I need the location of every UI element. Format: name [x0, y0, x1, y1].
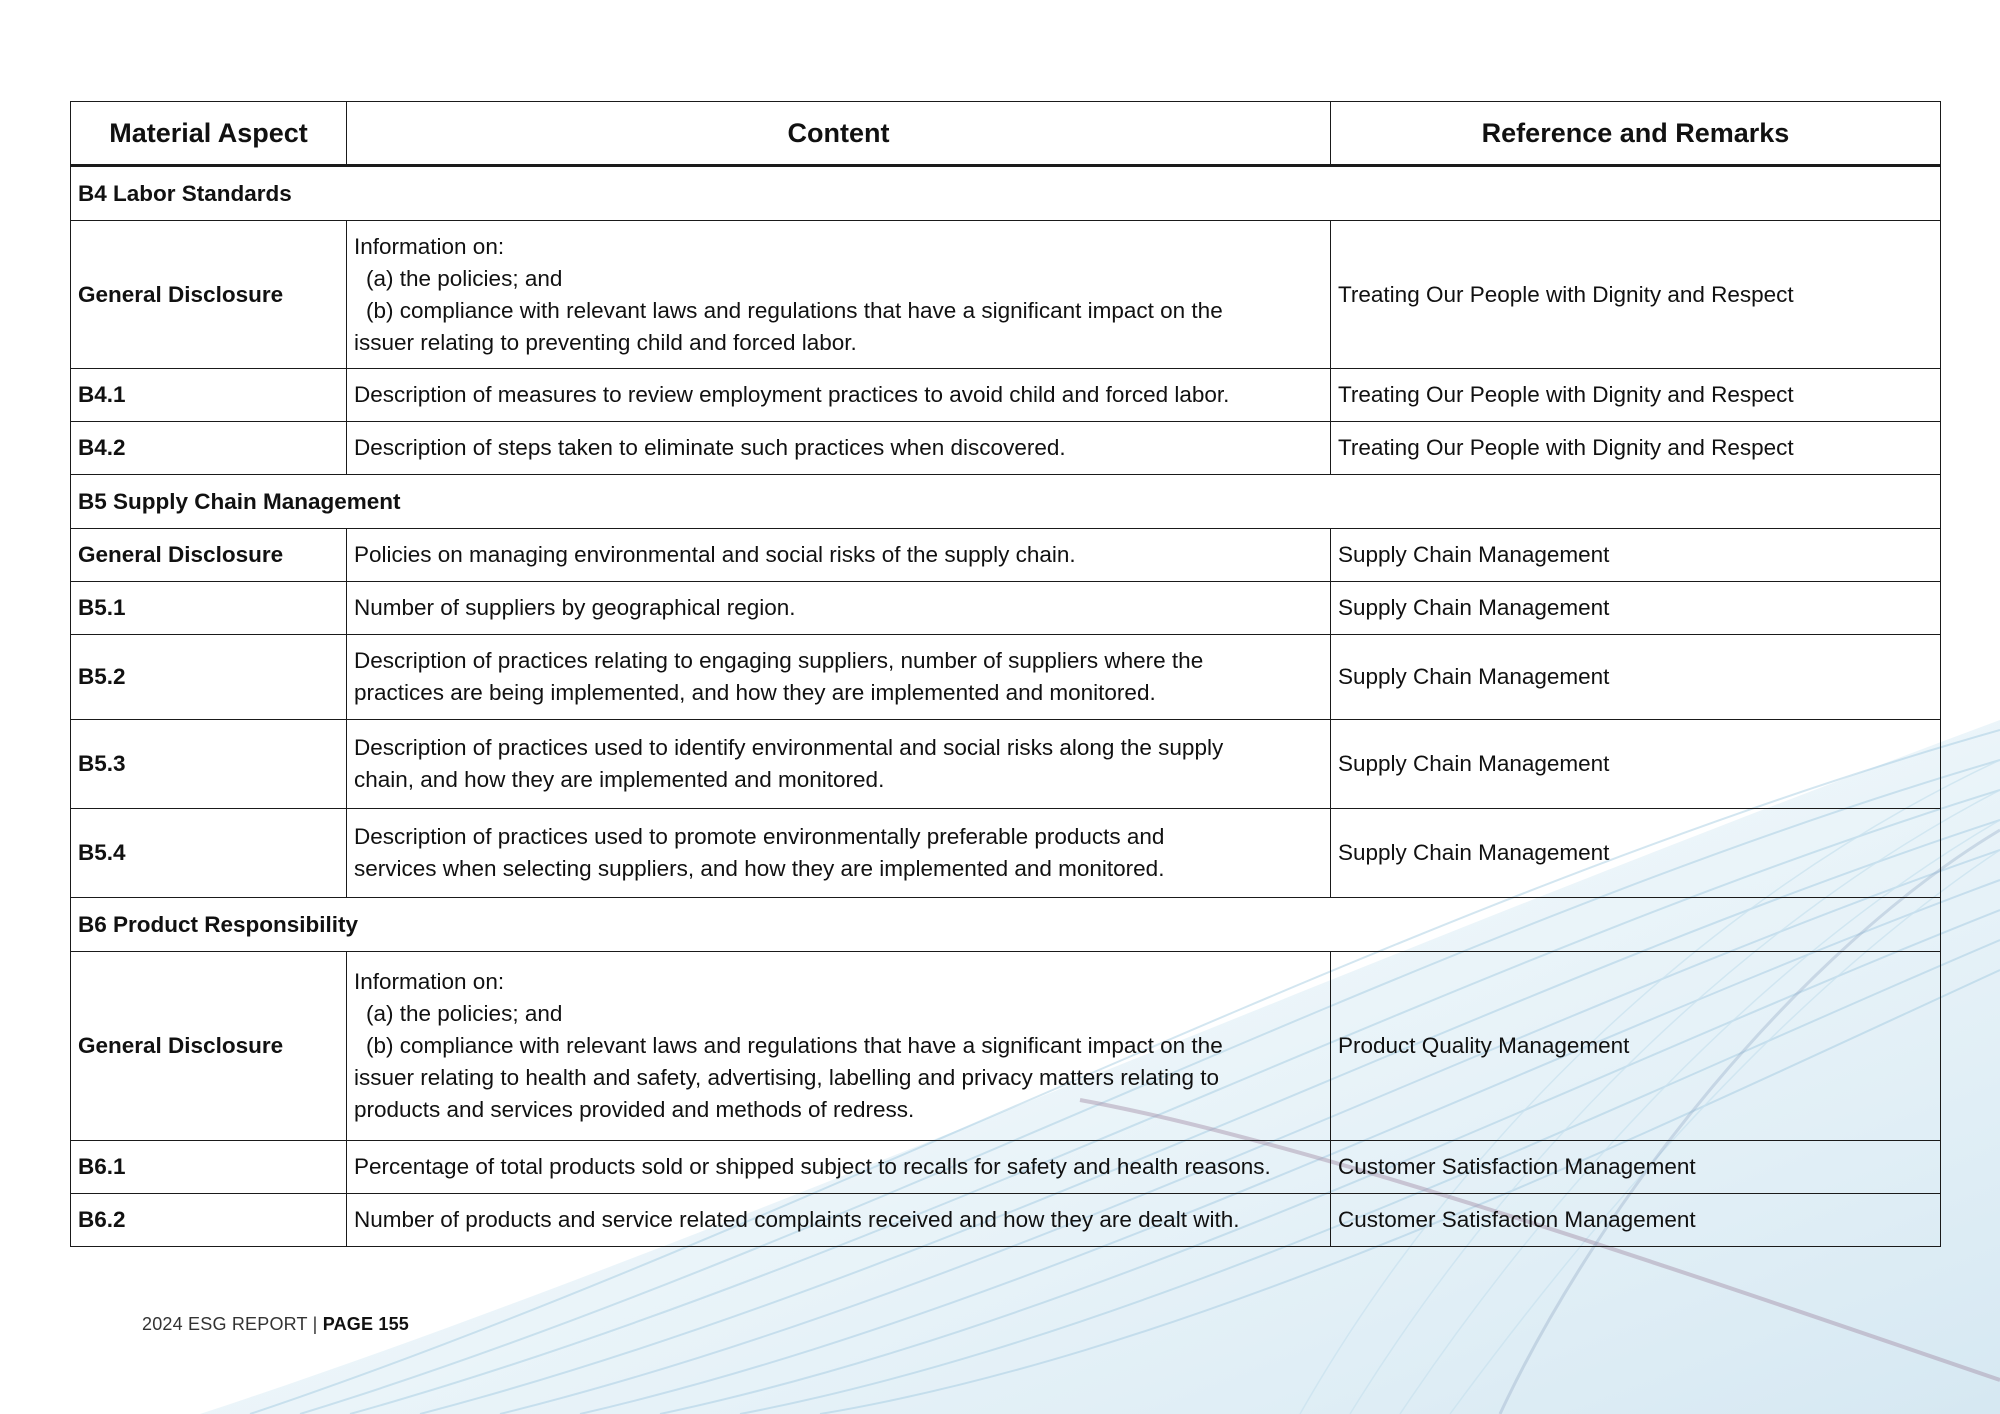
header-content: Content: [347, 102, 1331, 166]
table-row: [71, 529, 1941, 582]
reference-cell: Supply Chain Management: [1331, 635, 1941, 720]
section-title: B6 Product Responsibility: [71, 898, 1941, 952]
content-line: (a) the policies; and: [366, 1001, 563, 1026]
page-number: PAGE 155: [322, 1314, 410, 1334]
content-line: services when selecting suppliers, and how they are implemented and monitored.: [354, 856, 1165, 881]
page-footer: [142, 1314, 409, 1335]
content-cell: [347, 635, 1331, 720]
content-line: (b) compliance with relevant laws and regulations that have a significant impact on the: [366, 297, 1223, 323]
aspect-cell: B6.1: [71, 1141, 347, 1194]
header-material-aspect: Material Aspect: [71, 102, 347, 166]
reference-cell: Treating Our People with Dignity and Respect: [1331, 422, 1941, 475]
content-cell: [347, 720, 1331, 809]
section-title: B5 Supply Chain Management: [71, 475, 1941, 529]
aspect-cell: B6.2: [71, 1194, 347, 1247]
reference-cell: Customer Satisfaction Management: [1331, 1194, 1941, 1247]
table-row: [71, 221, 1941, 369]
table-row: [71, 369, 1941, 422]
header-reference-remarks: Reference and Remarks: [1331, 102, 1941, 166]
reference-cell: Treating Our People with Dignity and Respect: [1331, 221, 1941, 369]
content-cell: [347, 809, 1331, 898]
content-cell: Description of measures to review employment practices to avoid child and forced labor.: [347, 369, 1331, 422]
content-line: issuer relating to health and safety, advertising, labelling and privacy matters relating to: [354, 1065, 1220, 1090]
content-cell: [347, 952, 1331, 1141]
reference-cell: Supply Chain Management: [1331, 809, 1941, 898]
content-cell: Number of suppliers by geographical region.: [347, 582, 1331, 635]
content-line: products and services provided and methods of redress.: [354, 1097, 915, 1122]
section-row-b4: [71, 166, 1941, 221]
aspect-cell: B5.3: [71, 720, 347, 809]
table-row: [71, 1194, 1941, 1247]
reference-cell: Supply Chain Management: [1331, 529, 1941, 582]
section-row-b6: [71, 898, 1941, 952]
table-header-row: [71, 102, 1941, 166]
content-line: Information on:: [354, 969, 505, 994]
table-row: [71, 582, 1941, 635]
aspect-cell: B5.2: [71, 635, 347, 720]
content-line: (a) the policies; and: [366, 265, 563, 291]
reference-cell: Product Quality Management: [1331, 952, 1941, 1141]
aspect-cell: General Disclosure: [71, 952, 347, 1141]
content-cell: Number of products and service related complaints received and how they are dealt with.: [347, 1194, 1331, 1247]
reference-cell: Supply Chain Management: [1331, 582, 1941, 635]
reference-cell: Customer Satisfaction Management: [1331, 1141, 1941, 1194]
reference-cell: Supply Chain Management: [1331, 720, 1941, 809]
section-row-b5: [71, 475, 1941, 529]
table-row: [71, 635, 1941, 720]
content-line: Description of practices relating to engaging suppliers, number of suppliers where the: [354, 648, 1204, 673]
reference-cell: Treating Our People with Dignity and Respect: [1331, 369, 1941, 422]
aspect-cell: B4.1: [71, 369, 347, 422]
aspect-cell: General Disclosure: [71, 221, 347, 369]
aspect-cell: General Disclosure: [71, 529, 347, 582]
content-line: issuer relating to preventing child and forced labor.: [354, 329, 857, 355]
table-row: [71, 952, 1941, 1141]
content-cell: [347, 221, 1331, 369]
content-line: (b) compliance with relevant laws and regulations that have a significant impact on the: [366, 1033, 1223, 1058]
content-line: Description of practices used to identify environmental and social risks along the supply: [354, 735, 1224, 760]
table-row: [71, 422, 1941, 475]
content-line: chain, and how they are implemented and monitored.: [354, 767, 885, 792]
section-title: B4 Labor Standards: [71, 166, 1941, 221]
table-row: [71, 1141, 1941, 1194]
table-row: [71, 720, 1941, 809]
esg-index-table: [70, 101, 1941, 1247]
aspect-cell: B4.2: [71, 422, 347, 475]
report-name: 2024 ESG REPORT |: [142, 1314, 323, 1334]
aspect-cell: B5.1: [71, 582, 347, 635]
aspect-cell: B5.4: [71, 809, 347, 898]
content-cell: Policies on managing environmental and social risks of the supply chain.: [347, 529, 1331, 582]
content-cell: Description of steps taken to eliminate such practices when discovered.: [347, 422, 1331, 475]
content-line: practices are being implemented, and how they are implemented and monitored.: [354, 680, 1156, 705]
content-line: Description of practices used to promote environmentally preferable products and: [354, 824, 1165, 849]
table-row: [71, 809, 1941, 898]
content-line: Information on:: [354, 233, 505, 259]
content-cell: Percentage of total products sold or shipped subject to recalls for safety and health reasons.: [347, 1141, 1331, 1194]
